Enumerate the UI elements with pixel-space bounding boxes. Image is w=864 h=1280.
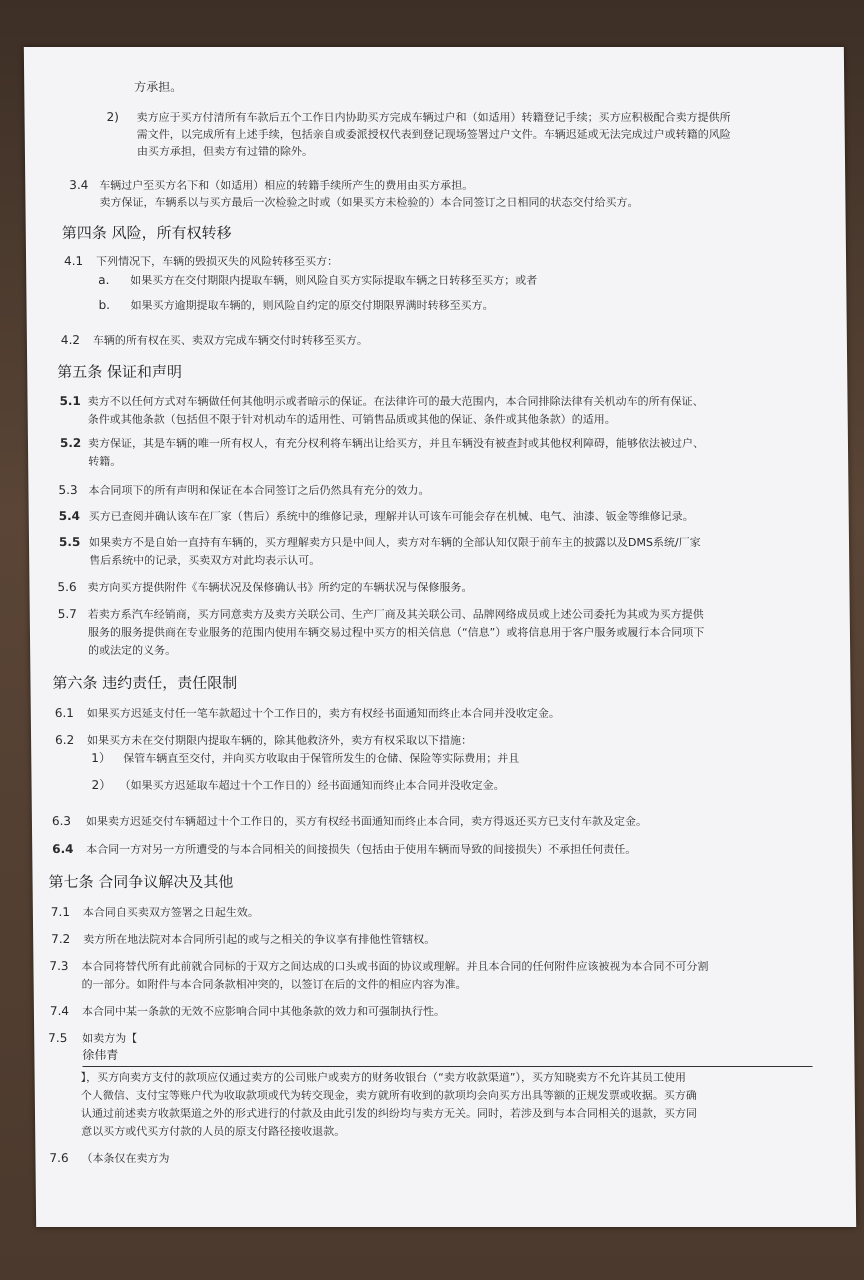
- clause-number: 7.4: [49, 1004, 70, 1018]
- clause-text: 售后系统中的记录，买卖双方对此均表示认可。: [89, 554, 321, 567]
- clause-text: 认通过前述卖方收款渠道之外的形式进行的付款及由此引发的纠纷均与卖方无关。同时，若涉及到与本合同相关的退款，买方同: [80, 1107, 698, 1120]
- clause-text: 卖方保证，其是车辆的唯一所有权人，有充分权利将车辆出让给买方，并且车辆没有被查封或其他权利障碍，能够依法被过户、: [87, 437, 705, 450]
- contract-page: [24, 47, 856, 1227]
- clause-number: 5.1: [59, 394, 81, 408]
- section-heading: 第五条 保证和声明: [57, 363, 183, 381]
- clause-text: 本合同自买卖双方签署之日起生效。: [82, 906, 259, 919]
- clause-text: 如果买方迟延支付任一笔车款超过十个工作日的，卖方有权经书面通知而终止本合同并没收定金。: [86, 707, 560, 720]
- clause-text: 卖方向买方提供附件《车辆状况及保修确认书》所约定的车辆状况与保修服务。: [87, 581, 473, 594]
- clause-text: （本条仅在卖方为: [81, 1152, 170, 1165]
- clause-text: 由买方承担，但卖方有过错的除外。: [136, 145, 313, 158]
- clause-text: 若卖方系汽车经销商，买方同意卖方及卖方关联公司、生产厂商及其关联公司、品牌网络成员或上述公司委托为其或为买方提供: [87, 608, 704, 621]
- clause-text: 卖方保证，车辆系以与买方最后一次检验之时或（如果买方未检验的）本合同签订之日相同的状态交付给买方。: [99, 196, 639, 209]
- clause-number: 5.5: [58, 535, 81, 549]
- clause-text: 如果买方逾期提取车辆的，则风险自约定的原交付期限界满时转移至买方。: [130, 299, 494, 312]
- handwritten-seller-name: 徐伟青: [82, 1048, 119, 1062]
- clause-text: 的一部分。如附件与本合同条款相冲突的，以签订在后的文件的相应内容为准。: [81, 978, 467, 991]
- section-heading: 第七条 合同争议解决及其他: [48, 873, 234, 891]
- clause-text: 个人微信、支付宝等账户代为收取款项或代为转交现金，卖方就所有收到的款项均会向买方出具等额的正规发票或收据。买方确: [80, 1089, 697, 1102]
- clause-text: 如果买方在交付期限内提取车辆，则风险自买方实际提取车辆之日转移至买方；或者: [130, 274, 538, 287]
- clause-number: 2): [106, 110, 119, 124]
- clause-text: 本合同一方对另一方所遭受的与本合同相关的间接损失（包括由于使用车辆而导致的间接损失）不承担任何责任。: [86, 843, 637, 856]
- fill-in-underline: [82, 1066, 812, 1067]
- clause-number: 7.6: [49, 1151, 69, 1165]
- clause-text: 如果卖方迟延交付车辆超过十个工作日的，买方有权经书面通知而终止本合同，卖方得返还买方已支付车款及定金。: [85, 815, 648, 828]
- clause-text: 卖方应于买方付清所有车款后五个工作日内协助买方完成车辆过户和（如适用）转籍登记手续；买方应积极配合卖方提供所: [136, 111, 731, 124]
- clause-number: 6.4: [52, 842, 74, 856]
- clause-number: 1）: [91, 751, 111, 765]
- clause-number: 7.3: [49, 959, 69, 973]
- clause-text: 服务的服务提供商在专业服务的范围内使用车辆交易过程中买方的相关信息（“信息”）或将信息用于客户服务或履行本合同项下: [87, 626, 705, 639]
- clause-text: 方承担。: [134, 80, 183, 94]
- section-heading: 第六条 违约责任，责任限制: [52, 674, 238, 692]
- clause-text: 如卖方为【: [82, 1032, 138, 1045]
- clause-text: 如果买方未在交付期限内提取车辆的，除其他救济外，卖方有权采取以下措施：: [87, 734, 473, 747]
- clause-text: 保管车辆直至交付，并向买方收取由于保管所发生的仓储、保险等实际费用；并且: [123, 752, 520, 765]
- clause-number: 5.3: [58, 483, 78, 497]
- clause-number: 7.5: [48, 1031, 68, 1045]
- clause-number: 3.4: [69, 178, 89, 192]
- clause-number: 5.7: [57, 607, 77, 621]
- clause-number: 6.1: [54, 706, 74, 720]
- clause-text: 需文件，以完成所有上述手续，包括亲自或委派授权代表到登记现场签署过户文件。车辆迟延或无法完成过户或转籍的风险: [136, 128, 731, 141]
- clause-number: 4.1: [63, 254, 84, 268]
- clause-text: （如果买方迟延取车超过十个工作日的）经书面通知而终止本合同并没收定金。: [119, 779, 505, 792]
- clause-number: 6.3: [51, 814, 72, 828]
- section-heading: 第四条 风险，所有权转移: [61, 224, 232, 242]
- clause-number: 2）: [91, 778, 112, 792]
- clause-text: 买方已查阅并确认该车在厂家（售后）系统中的维修记录，理解并认可该车可能会存在机械、电气、油漆、钣金等维修记录。: [88, 510, 694, 523]
- clause-text: 转籍。: [88, 455, 122, 468]
- clause-text: 车辆的所有权在买、卖双方完成车辆交付时转移至买方。: [92, 334, 368, 347]
- clause-text: 卖方所在地法院对本合同所引起的或与之相关的争议享有排他性管辖权。: [83, 933, 436, 946]
- clause-number: 7.1: [50, 905, 71, 919]
- clause-number: 4.2: [60, 333, 81, 347]
- clause-text: 本合同将替代所有此前就合同标的于双方之间达成的口头或书面的协议或理解。并且本合同的任何附件应该被视为本合同不可分割: [81, 960, 709, 973]
- clause-text: 车辆过户至买方名下和（如适用）相应的转籍手续所产生的费用由买方承担。: [99, 179, 474, 192]
- clause-text: 本合同项下的所有声明和保证在本合同签订之后仍然具有充分的效力。: [88, 484, 430, 497]
- clause-text: 的或法定的义务。: [88, 644, 177, 657]
- clause-text: 意以买方或代买方付款的人员的原支付路径接收退款。: [81, 1125, 346, 1138]
- clause-text: 如果卖方不是自始一直持有车辆的，买方理解卖方只是中间人，卖方对车辆的全部认知仅限于前车主的披露以及DMS系统/厂家: [88, 536, 701, 549]
- clause-text: 卖方不以任何方式对车辆做任何其他明示或者暗示的保证。在法律许可的最大范围内，本合同排除法律有关机动车的所有保证、: [87, 395, 704, 408]
- clause-number: 5.6: [57, 580, 77, 594]
- clause-text: 本合同中某一条款的无效不应影响合同中其他条款的效力和可强制执行性。: [81, 1005, 445, 1018]
- clause-number: b.: [98, 298, 111, 312]
- clause-text: 】，买方向卖方支付的款项应仅通过卖方的公司账户或卖方的财务收银台（“卖方收款渠道”），买方知晓卖方不允许其员工使用: [80, 1071, 687, 1084]
- clause-text: 条件或其他条款（包括但不限于针对机动车的适用性、可销售品质或其他的保证、条件或其他条款）的适用。: [87, 413, 616, 426]
- clause-number: 6.2: [55, 733, 75, 747]
- clause-number: a.: [98, 273, 110, 287]
- clause-text: 下列情况下，车辆的毁损灭失的风险转移至买方：: [95, 255, 339, 268]
- clause-number: 5.2: [59, 436, 82, 450]
- clause-number: 5.4: [58, 509, 81, 523]
- clause-number: 7.2: [51, 932, 71, 946]
